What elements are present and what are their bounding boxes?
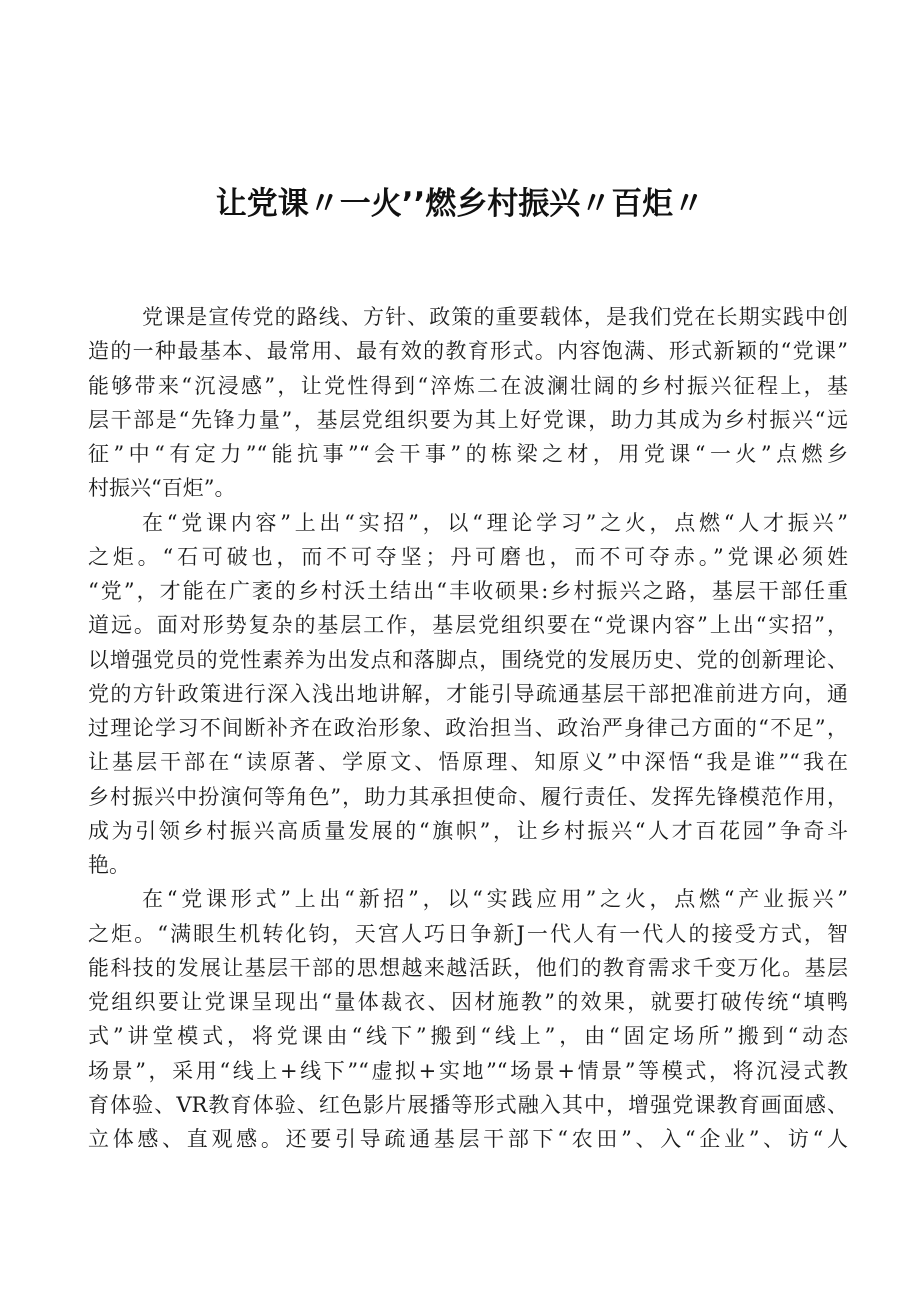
paragraph-line: 能够带来“沉浸感”，让党性得到“淬炼二在波澜壮阔的乡村振兴征程上，基 bbox=[88, 373, 848, 398]
paragraph-line: 成为引领乡村振兴高质量发展的“旗帜”，让乡村振兴“人才百花园”争奇斗 bbox=[88, 818, 848, 843]
paragraph-line: 在“党课形式”上出“新招”，以“实践应用”之火，点燃“产业振兴” bbox=[142, 887, 848, 912]
paragraph-line: 艳。 bbox=[88, 853, 130, 877]
paragraph-line: 以增强党员的党性素养为出发点和落脚点，围绕党的发展历史、党的创新理论、 bbox=[88, 647, 848, 672]
paragraph-line: 村振兴“百炬”。 bbox=[88, 476, 236, 501]
paragraph-line: 层干部是“先锋力量”，基层党组织要为其上好党课，助力其成为乡村振兴“远 bbox=[88, 407, 848, 432]
paragraph-line: 让基层干部在“读原著、学原文、悟原理、知原义”中深悟“我是谁”“我在 bbox=[88, 750, 848, 775]
paragraph-line: 能科技的发展让基层干部的思想越来越活跃，他们的教育需求千变万化。基层 bbox=[88, 955, 848, 980]
paragraph-line: 造的一种最基本、最常用、最有效的教育形式。内容饱满、形式新颖的“党课” bbox=[88, 339, 848, 364]
paragraph-line: 之炬。“石可破也，而不可夺坚；丹可磨也，而不可夺赤。”党课必须姓 bbox=[88, 544, 848, 569]
document-title: 让党课〃一火’’燃乡村振兴〃百炬〃 bbox=[215, 186, 705, 222]
paragraph-line: 道远。面对形势复杂的基层工作，基层党组织要在“党课内容”上出“实招”， bbox=[88, 613, 848, 638]
paragraph-line: 党的方针政策进行深入浅出地讲解，才能引导疏通基层干部把准前进方向，通 bbox=[88, 681, 848, 706]
paragraph-line: 过理论学习不间断补齐在政治形象、政治担当、政治严身律己方面的“不足”， bbox=[88, 716, 848, 740]
paragraph-line: 征”中“有定力”“能抗事”“会干事”的栋梁之材，用党课“一火”点燃乡 bbox=[88, 442, 848, 466]
paragraph-line: 在“党课内容”上出“实招”，以“理论学习”之火，点燃“人才振兴” bbox=[142, 510, 848, 535]
paragraph-line: 乡村振兴中扮演何等角色”，助力其承担使命、履行责任、发挥先锋模范作用， bbox=[88, 784, 848, 809]
paragraph-line: 场景”，采用“线上+线下”“虚拟+实地”“场景+情景”等模式，将沉浸式教 bbox=[88, 1058, 848, 1083]
paragraph-line: 之炬。“满眼生机转化钧，天宫人巧日争新J一代人有一代人的接受方式，智 bbox=[88, 921, 848, 946]
paragraph-line: 立体感、直观感。还要引导疏通基层干部下“农田”、入“企业”、访“人 bbox=[88, 1127, 848, 1151]
document-body bbox=[88, 300, 848, 1156]
paragraph-line: “党”，才能在广袤的乡村沃土结出“丰收硕果:乡村振兴之路，基层干部任重 bbox=[88, 579, 848, 603]
paragraph-line: 育体验、VR教育体验、红色影片展播等形式融入其中，增强党课教育画面感、 bbox=[88, 1092, 848, 1117]
paragraph-line: 党课是宣传党的路线、方针、政策的重要载体，是我们党在长期实践中创 bbox=[142, 305, 848, 329]
paragraph-line: 党组织要让党课呈现出“量体裁衣、因材施教”的效果，就要打破传统“填鸭 bbox=[88, 990, 848, 1014]
paragraph-line: 式”讲堂模式，将党课由“线下”搬到“线上”，由“固定场所”搬到“动态 bbox=[88, 1024, 848, 1049]
